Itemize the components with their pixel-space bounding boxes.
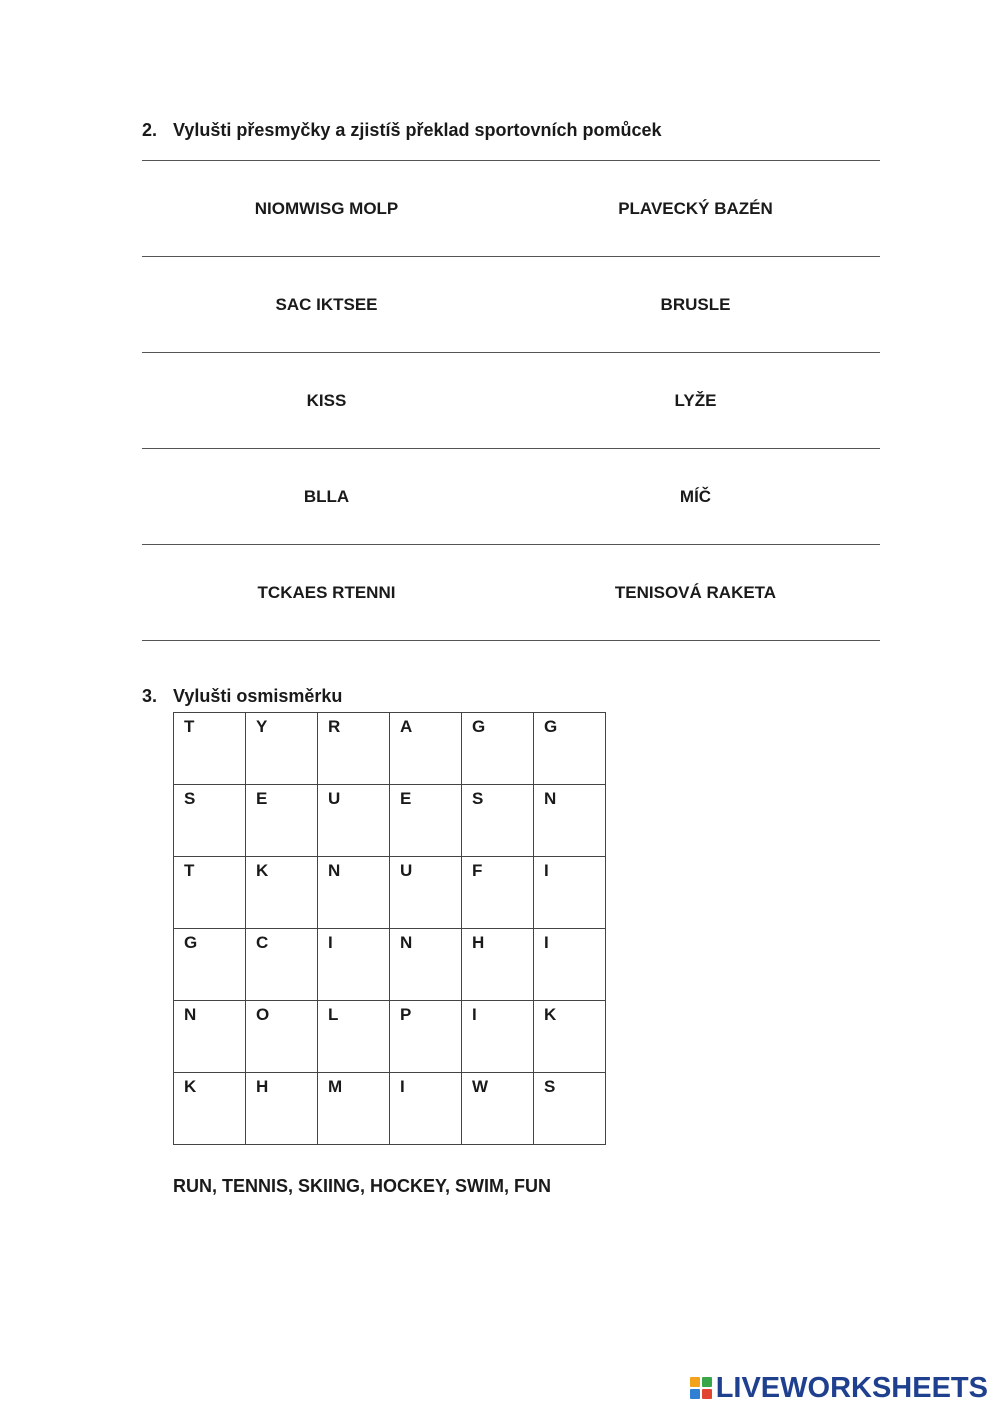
grid-row (174, 713, 606, 785)
anagram-translation: BRUSLE (660, 295, 731, 314)
grid-letter: I (544, 933, 549, 952)
grid-cell[interactable] (174, 1073, 246, 1145)
section-3-heading (142, 686, 342, 707)
grid-cell[interactable] (318, 857, 390, 929)
liveworksheets-logo-icon (690, 1377, 712, 1399)
grid-letter: U (328, 789, 341, 808)
grid-letter: O (256, 1005, 270, 1024)
grid-letter: S (184, 789, 196, 808)
grid-cell[interactable] (390, 929, 462, 1001)
grid-cell[interactable] (174, 1001, 246, 1073)
grid-cell[interactable] (534, 929, 606, 1001)
grid-letter: T (184, 861, 195, 880)
grid-letter: L (328, 1005, 339, 1024)
grid-cell[interactable] (390, 713, 462, 785)
grid-letter: G (472, 717, 486, 736)
anagram-scrambled: SAC IKTSEE (275, 295, 378, 314)
grid-letter: K (256, 861, 269, 880)
section-2-number: 2. (142, 120, 158, 140)
grid-letter: R (328, 717, 341, 736)
grid-cell[interactable] (534, 1001, 606, 1073)
logo-square (702, 1377, 712, 1387)
anagram-translation: PLAVECKÝ BAZÉN (618, 199, 773, 218)
grid-letter: U (400, 861, 413, 880)
grid-cell[interactable] (390, 785, 462, 857)
grid-letter: S (544, 1077, 556, 1096)
grid-row (174, 1073, 606, 1145)
anagram-scrambled: NIOMWISG MOLP (254, 199, 399, 218)
grid-letter: H (472, 933, 485, 952)
grid-letter: Y (256, 717, 268, 736)
grid-letter: I (328, 933, 333, 952)
grid-cell[interactable] (174, 857, 246, 929)
grid-letter: M (328, 1077, 343, 1096)
word-list: RUN, TENNIS, SKIING, HOCKEY, SWIM, FUN (173, 1176, 552, 1196)
grid-cell[interactable] (246, 857, 318, 929)
section-2-heading (142, 120, 662, 141)
grid-cell[interactable] (534, 1073, 606, 1145)
grid-letter: N (184, 1005, 197, 1024)
grid-cell[interactable] (174, 929, 246, 1001)
grid-row (174, 1001, 606, 1073)
section-3-title: Vylušti osmisměrku (173, 686, 343, 706)
grid-cell[interactable] (534, 857, 606, 929)
grid-letter: K (544, 1005, 557, 1024)
grid-cell[interactable] (390, 1073, 462, 1145)
grid-letter: G (184, 933, 198, 952)
logo-square (690, 1377, 700, 1387)
grid-cell[interactable] (462, 1073, 534, 1145)
grid-letter: I (472, 1005, 477, 1024)
anagram-row (142, 544, 880, 641)
grid-cell[interactable] (462, 785, 534, 857)
grid-letter: N (400, 933, 413, 952)
grid-letter: S (472, 789, 484, 808)
grid-letter: C (256, 933, 269, 952)
anagram-translation: LYŽE (674, 391, 717, 410)
section-3-number: 3. (142, 686, 158, 706)
anagram-translation: MÍČ (679, 487, 712, 506)
anagram-table (142, 160, 880, 641)
grid-cell[interactable] (534, 713, 606, 785)
grid-cell[interactable] (318, 785, 390, 857)
grid-letter: E (256, 789, 268, 808)
anagram-row (142, 448, 880, 544)
brand-name: LIVEWORKSHEETS (715, 1371, 988, 1404)
grid-letter: N (544, 789, 557, 808)
anagram-translation: TENISOVÁ RAKETA (614, 583, 777, 602)
grid-letter: I (400, 1077, 405, 1096)
grid-cell[interactable] (246, 929, 318, 1001)
grid-cell[interactable] (246, 1073, 318, 1145)
grid-cell[interactable] (390, 1001, 462, 1073)
grid-cell[interactable] (246, 785, 318, 857)
section-2-title: Vylušti přesmyčky a zjistíš překlad sportovních pomůcek (173, 120, 662, 140)
grid-cell[interactable] (246, 1001, 318, 1073)
anagram-row (142, 352, 880, 448)
grid-letter: P (400, 1005, 412, 1024)
logo-square (702, 1389, 712, 1399)
grid-cell[interactable] (462, 713, 534, 785)
grid-letter: H (256, 1077, 269, 1096)
grid-cell[interactable] (462, 1001, 534, 1073)
grid-cell[interactable] (318, 1073, 390, 1145)
anagram-row (142, 160, 880, 256)
grid-letter: N (328, 861, 341, 880)
grid-letter: E (400, 789, 412, 808)
grid-row (174, 929, 606, 1001)
grid-cell[interactable] (462, 929, 534, 1001)
grid-letter: F (472, 861, 483, 880)
grid-cell[interactable] (462, 857, 534, 929)
anagram-scrambled: KISS (306, 391, 347, 410)
grid-cell[interactable] (318, 1001, 390, 1073)
grid-cell[interactable] (318, 713, 390, 785)
grid-cell[interactable] (318, 929, 390, 1001)
grid-cell[interactable] (390, 857, 462, 929)
grid-cell[interactable] (534, 785, 606, 857)
grid-letter: A (400, 717, 413, 736)
grid-cell[interactable] (246, 713, 318, 785)
anagram-scrambled: TCKAES RTENNI (257, 583, 396, 602)
liveworksheets-logo (690, 1370, 988, 1406)
grid-letter: T (184, 717, 195, 736)
anagram-row (142, 256, 880, 352)
word-search-grid (173, 712, 606, 1145)
grid-letter: K (184, 1077, 197, 1096)
grid-row (174, 785, 606, 857)
grid-cell[interactable] (174, 785, 246, 857)
grid-letter: I (544, 861, 549, 880)
logo-square (690, 1389, 700, 1399)
grid-letter: W (472, 1077, 489, 1096)
anagram-scrambled: BLLA (303, 487, 350, 506)
grid-letter: G (544, 717, 558, 736)
grid-row (174, 857, 606, 929)
grid-cell[interactable] (174, 713, 246, 785)
